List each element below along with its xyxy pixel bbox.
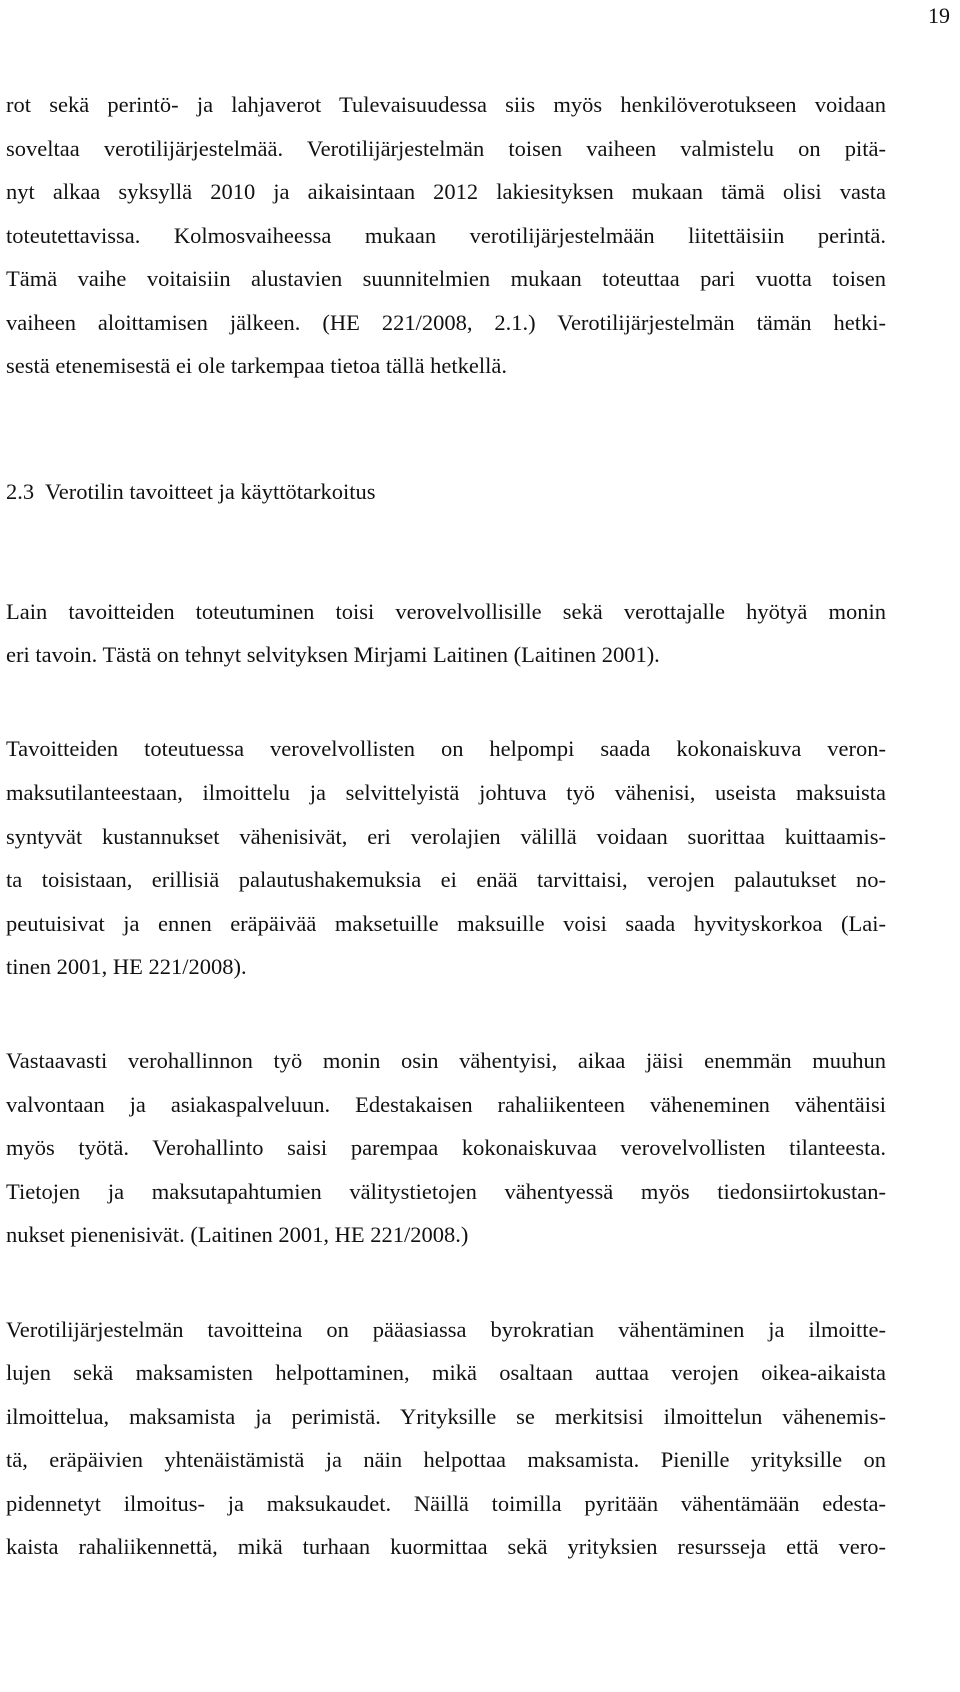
- text-line: eri tavoin. Tästä on tehnyt selvityksen Mirjami Laitinen (Laitinen 2001).: [6, 642, 660, 667]
- section-heading: 2.3 Verotilin tavoitteet ja käyttötarkoitus: [6, 479, 376, 504]
- text-line: ta toisistaan, erillisiä palautushakemuksia ei enää tarvittaisi, verojen palautukset no-: [6, 867, 886, 892]
- text-line: tinen 2001, HE 221/2008).: [6, 954, 247, 979]
- text-line: peutuisivat ja ennen eräpäivää maksetuille maksuille voisi saada hyvityskorkoa (Lai-: [6, 911, 886, 936]
- text-line: maksutilanteestaan, ilmoittelu ja selvittelyistä johtuva työ vähenisi, useista maksuista: [6, 780, 886, 805]
- text-line: nyt alkaa syksyllä 2010 ja aikaisintaan 2012 lakiesityksen mukaan tämä olisi vasta: [6, 179, 886, 204]
- text-line: Verotilijärjestelmän tavoitteina on pääasiassa byrokratian vähentäminen ja ilmoitte-: [6, 1317, 886, 1342]
- text-line: Tämä vaihe voitaisiin alustavien suunnitelmien mukaan toteuttaa pari vuotta toisen: [6, 266, 886, 291]
- text-line: vaiheen aloittamisen jälkeen. (HE 221/2008, 2.1.) Verotilijärjestelmän tämän hetki-: [6, 310, 886, 335]
- text-line: kaista rahaliikennettä, mikä turhaan kuormittaa sekä yrityksien resursseja että vero-: [6, 1534, 886, 1559]
- text-line: toteutettavissa. Kolmosvaiheessa mukaan verotilijärjestelmään liitettäisiin perintä.: [6, 223, 886, 248]
- text-line: tä, eräpäivien yhtenäistämistä ja näin helpottaa maksamista. Pienille yrityksille on: [6, 1447, 886, 1472]
- text-line: syntyvät kustannukset vähenisivät, eri verolajien välillä voidaan suorittaa kuittaamis-: [6, 824, 886, 849]
- text-line: nukset pienenisivät. (Laitinen 2001, HE 221/2008.): [6, 1222, 469, 1247]
- text-line: Lain tavoitteiden toteutuminen toisi verovelvollisille sekä verottajalle hyötyä monin: [6, 599, 886, 624]
- text-line: Vastaavasti verohallinnon työ monin osin vähentyisi, aikaa jäisi enemmän muuhun: [6, 1048, 886, 1073]
- text-line: pidennetyt ilmoitus- ja maksukaudet. Näillä toimilla pyritään vähentämään edesta-: [6, 1491, 886, 1516]
- text-line: rot sekä perintö- ja lahjaverot Tulevaisuudessa siis myös henkilöverotukseen voidaan: [6, 92, 886, 117]
- text-line: sestä etenemisestä ei ole tarkempaa tietoa tällä hetkellä.: [6, 353, 508, 378]
- text-line: soveltaa verotilijärjestelmää. Verotilijärjestelmän toisen vaiheen valmistelu on pitä-: [6, 136, 886, 161]
- text-line: Tietojen ja maksutapahtumien välitystietojen vähentyessä myös tiedonsiirtokustan-: [6, 1179, 886, 1204]
- text-line: lujen sekä maksamisten helpottaminen, mikä osaltaan auttaa verojen oikea-aikaista: [6, 1360, 886, 1385]
- page-number: 19: [928, 3, 950, 28]
- text-line: ilmoittelua, maksamista ja perimistä. Yrityksille se merkitsisi ilmoittelun vähenemis-: [6, 1404, 886, 1429]
- text-line: Tavoitteiden toteutuessa verovelvollisten on helpompi saada kokonaiskuva veron-: [6, 736, 886, 761]
- text-line: valvontaan ja asiakaspalveluun. Edestakaisen rahaliikenteen väheneminen vähentäisi: [6, 1092, 886, 1117]
- text-line: myös työtä. Verohallinto saisi parempaa kokonaiskuvaa verovelvollisten tilanteesta.: [6, 1135, 886, 1160]
